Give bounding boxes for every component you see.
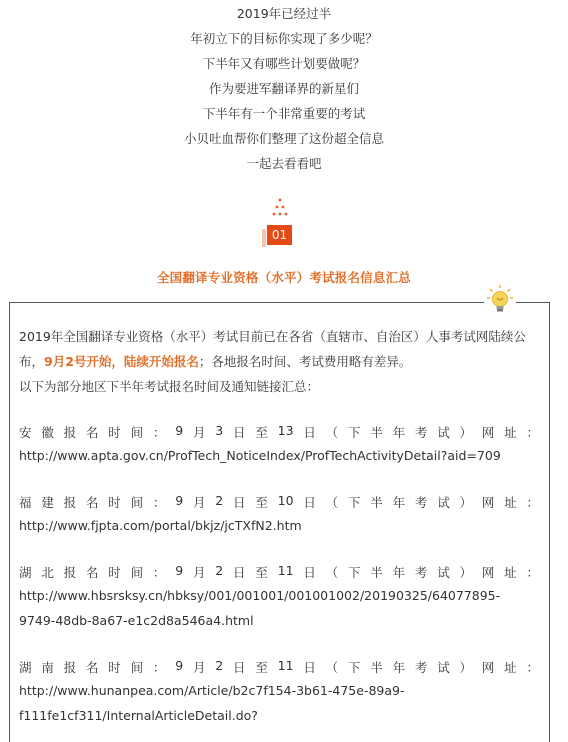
intro-line: 下半年有一个非常重要的考试 xyxy=(202,106,366,121)
intro-text xyxy=(0,6,568,181)
intro-line: 作为要进军翻译界的新星们 xyxy=(208,81,359,96)
paragraph-line: 2019年全国翻译专业资格（水平）考试目前已在各省（直辖市、自治区）人事考试网陆续公 xyxy=(19,329,526,344)
section-title: 全国翻译专业资格（水平）考试报名信息汇总 xyxy=(156,270,411,285)
section-number-badge: 01 xyxy=(267,225,292,245)
lightbulb-icon xyxy=(487,285,513,315)
intro-line: 下半年又有哪些计划要做呢？ xyxy=(202,56,366,71)
paragraph-line: 以下为部分地区下半年考试报名时间及通知链接汇总： xyxy=(19,379,320,394)
intro-line: 小贝吐血帮你们整理了这份超全信息 xyxy=(183,131,384,146)
region-url-link[interactable]: 9749-48db-8a67-e1c2d8a546a4.html xyxy=(19,613,254,628)
paragraph-line xyxy=(19,352,411,370)
paragraph-text: ；各地报名时间、考试费用略有差异。 xyxy=(198,354,412,369)
badge-shadow xyxy=(262,229,266,247)
region-label-hubei: 湖 北 报 名 时 间 ： 9 月 2 日 至 11 日 （ 下 半 年 考 试 ） 网 址 ： xyxy=(19,563,539,580)
region-url-link[interactable]: f111fe1cf311/InternalArticleDetail.do? xyxy=(19,708,258,723)
intro-line: 2019年已经过半 xyxy=(236,6,332,21)
intro-line: 年初立下的目标你实现了多少呢？ xyxy=(190,31,378,46)
region-url-link[interactable]: http://www.hunanpea.com/Article/b2c7f154-3b61-475e-89a9- xyxy=(19,683,405,698)
region-url-link[interactable]: http://www.fjpta.com/portal/bkjz/jcTXfN2.htm xyxy=(19,518,302,533)
intro-line: 一起去看看吧 xyxy=(246,156,322,171)
region-label-anhui: 安 徽 报 名 时 间 ： 9 月 3 日 至 13 日 （ 下 半 年 考 试 ） 网 址 ： xyxy=(19,423,539,440)
region-label-fujian: 福 建 报 名 时 间 ： 9 月 2 日 至 10 日 （ 下 半 年 考 试 ） 网 址 ： xyxy=(19,493,539,510)
region-url-link[interactable]: http://www.apta.gov.cn/ProfTech_NoticeIndex/ProfTechActivityDetail?aid=709 xyxy=(19,448,501,463)
paragraph-text: 布， xyxy=(19,354,45,369)
region-label-hunan: 湖 南 报 名 时 间 ： 9 月 2 日 至 11 日 （ 下 半 年 考 试 ） 网 址 ： xyxy=(19,658,539,675)
region-url-link[interactable]: http://www.hbsrsksy.cn/hbksy/001/001001/001001002/20190325/64077895- xyxy=(19,588,501,603)
highlight-text: 9月2号开始，陆续开始报名 xyxy=(44,354,199,369)
